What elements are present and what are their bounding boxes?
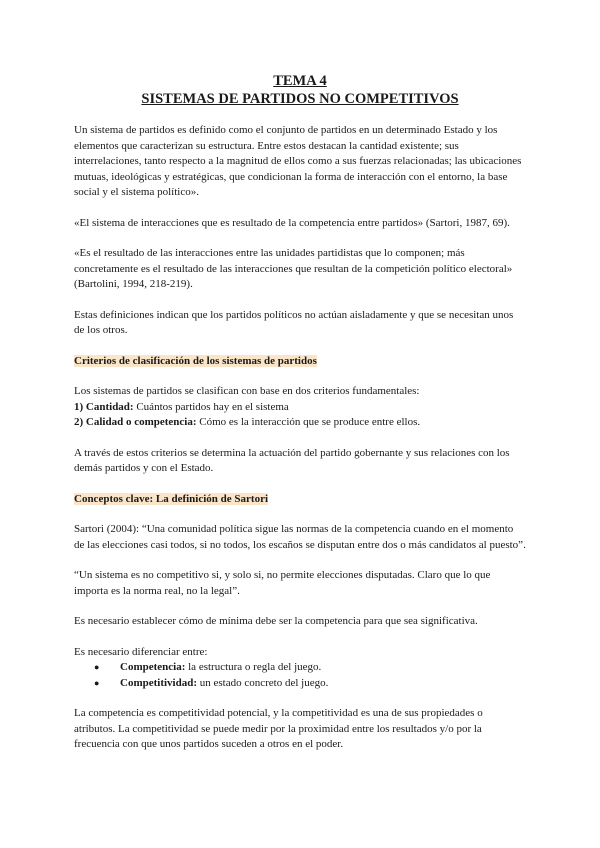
criterion-quality (74, 415, 526, 431)
paragraph-minimum-competition: Es necesario establecer cómo de mínima debe ser la competencia para que sea significativa. (74, 615, 478, 627)
section-heading-concepts (74, 492, 526, 508)
paragraph-sartori-2004: Sartori (2004): “Una comunidad política sigue las normas de la competencia cuando en el momento de las elecciones casi todos, si no todos, los escaños se disputan entre dos o más candidatos al puesto”. (74, 523, 526, 551)
criterion-quantity-text: Cuántos partidos hay en el sistema (133, 400, 289, 413)
criterion-quantity (74, 400, 526, 416)
bullet-competencia-label: Competencia: (120, 661, 186, 673)
paragraph-competition-closing: La competencia es competitividad potencial, y la competitividad es una de sus propiedades o atributos. La competitividad se puede medir por la proximidad entre los resultados y/o por la frecuencia con que unos partidos suceden a otros en el poder. (74, 707, 483, 750)
criterion-quality-label: 2) Calidad o competencia: (74, 416, 197, 428)
section-heading-criteria (74, 354, 526, 370)
document-title (74, 72, 526, 108)
paragraph-bartolini-quote: «Es el resultado de las interacciones entre las unidades partidistas que lo componen; más concretamente es el resultado de las interacciones que resultan de la competición político electoral» (Bartolini, 1994, 218-219). (74, 247, 513, 290)
section-heading-concepts-text: Conceptos clave: La definición de Sartori (74, 492, 269, 505)
paragraph-differentiate: Es necesario diferenciar entre: (74, 645, 208, 658)
bullet-competencia-text: la estructura o regla del juego. (185, 661, 322, 673)
paragraph-non-competitive: “Un sistema es no competitivo si, y solo si, no permite elecciones disputadas. Claro que lo que importa es la norma real, no la legal”. (74, 569, 491, 597)
list-item (94, 660, 526, 676)
criteria-list (74, 384, 526, 431)
title-line-topic: TEMA 4 (273, 73, 327, 89)
paragraph-interdependence: Estas definiciones indican que los partidos políticos no actúan aisladamente y que se necesitan unos de los otros. (74, 308, 514, 336)
criterion-quality-text: Cómo es la interacción que se produce entre ellos. (196, 416, 421, 428)
bullet-competitividad-text: un estado concreto del juego. (197, 676, 329, 689)
list-item (94, 676, 526, 692)
criteria-intro: Los sistemas de partidos se clasifican con base en dos criterios fundamentales: (74, 385, 420, 397)
paragraph-criteria-closing: A través de estos criterios se determina la actuación del partido gobernante y sus relaciones con los demás partidos y con el Estado. (74, 446, 510, 474)
concept-bullet-list (74, 660, 526, 691)
criterion-quantity-label: 1) Cantidad: (74, 400, 134, 413)
paragraph-sartori-quote: «El sistema de interacciones que es resultado de la competencia entre partidos» (Sartori, 1987, 69). (74, 216, 510, 229)
bullet-icon: ● (94, 662, 100, 672)
paragraph-definition: Un sistema de partidos es definido como el conjunto de partidos en un determinado Estado y los elementos que caracterizan su estructura. Entre estos destacan la cantidad existente; sus interrelaciones, tanto respecto a la magnitud de ellos como a sus fuerzas relacionadas; las ubicaciones mutuas, ideológicas y estratégicas, que condicionan la forma de interacción con el entorno, la base social y el sistema político». (74, 124, 522, 198)
section-heading-criteria-text: Criterios de clasificación de los sistemas de partidos (74, 354, 317, 367)
title-line-subject: SISTEMAS DE PARTIDOS NO COMPETITIVOS (141, 91, 459, 107)
bullet-competitividad-label: Competitividad: (120, 676, 197, 689)
bullet-icon: ● (94, 677, 100, 688)
